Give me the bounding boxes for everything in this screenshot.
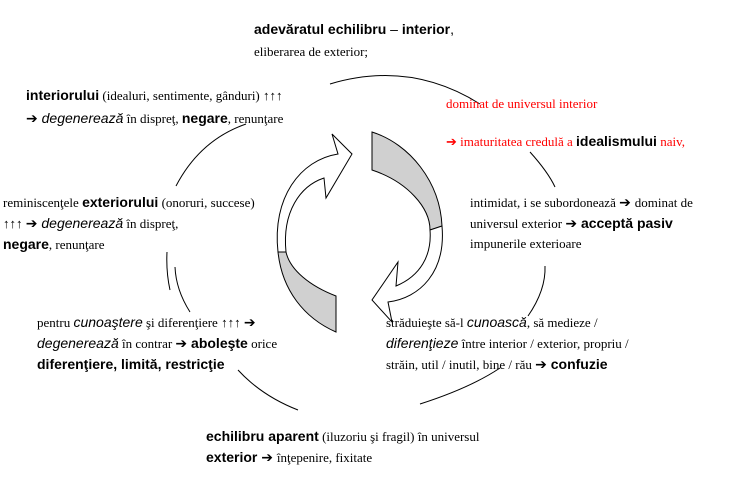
circle-arc-right <box>530 152 555 187</box>
negation-bold: negare <box>181 110 228 126</box>
apparent-balance-bold: echilibru aparent <box>206 428 319 444</box>
exterior-bold: exterior <box>206 449 258 465</box>
red-line-2: imaturitatea credulă a <box>460 134 577 149</box>
top-label <box>254 19 504 59</box>
br-text-4: străin, util / inutil, bine / rău <box>386 357 536 372</box>
abolishes-bold: aboleşte <box>191 335 248 351</box>
br-text-2: , să medieze / <box>526 315 598 330</box>
confusion-bold: confuzie <box>550 356 608 372</box>
interior-dominated-label <box>446 94 736 113</box>
interior-text-3: , renunţare <box>227 111 284 126</box>
left-mid-text-4: , renunţare <box>48 237 105 252</box>
degenerates-italic: degenerează <box>37 335 119 351</box>
interior-bold: interiorului <box>26 87 100 103</box>
arrow-icon: ➔ <box>175 335 192 351</box>
br-text-1: străduieşte să-l <box>386 315 467 330</box>
circle-arc-lower-right <box>528 266 545 316</box>
br-text-3: între interior / exterior, propriu / <box>458 336 629 351</box>
know-italic: cunoască <box>466 314 527 330</box>
arrow-icon: ➔ <box>257 449 277 465</box>
idealism-label <box>446 131 736 152</box>
left-mid-text-3: în dispreţ, <box>123 216 179 231</box>
knowledge-mediation-label <box>386 312 726 372</box>
arrow-icon: ➔ <box>25 215 42 231</box>
cycle-arrow-right-ribbon <box>372 226 442 322</box>
cycle-arrow-right-twist <box>372 132 442 230</box>
passive-accept-bold: acceptă pasiv <box>580 215 673 231</box>
arrow-icon: ➔ <box>619 194 635 210</box>
interior-degeneration-label <box>26 84 356 130</box>
idealism-bold: idealismului <box>576 133 657 149</box>
arrow-icon: ➔ <box>243 314 256 330</box>
right-mid-text-3: impunerile exterioare <box>470 236 582 251</box>
circle-arc-left <box>167 252 170 290</box>
differentiate-italic: diferenţieze <box>386 335 459 351</box>
left-mid-text-1: reminiscenţele <box>3 195 83 210</box>
interior-text: (idealuri, sentimente, gânduri) ↑↑↑ <box>99 88 283 103</box>
top-title-bold: adevăratul echilibru <box>254 21 387 37</box>
knowledge-italic: cunoaştere <box>73 314 143 330</box>
bl-text-4: orice <box>247 336 278 351</box>
arrow-icon: ➔ <box>535 356 551 372</box>
circle-arc-upper-left <box>176 124 246 186</box>
arrow-icon: ➔ <box>446 134 461 149</box>
cycle-arrow-left-ribbon <box>277 134 352 252</box>
cycle-arrow-left-icon <box>277 134 352 332</box>
degenerates-italic: degenerează <box>41 110 124 126</box>
knowledge-degeneration-label <box>37 312 337 372</box>
circle-arc-bottom-left <box>238 370 298 410</box>
differentiation-bold: diferenţiere, limită, restricţie <box>37 356 225 372</box>
negation-bold: negare <box>3 236 49 252</box>
top-subtitle: eliberarea de exterior; <box>254 43 369 59</box>
arrow-icon: ➔ <box>26 110 42 126</box>
circle-arc-lower-left <box>175 267 190 312</box>
top-title-dash: – <box>386 21 402 37</box>
top-title-comma: , <box>450 21 454 37</box>
bottom-text-2: înţepenire, fixitate <box>276 450 373 465</box>
cycle-arrow-right-icon <box>372 132 442 322</box>
right-mid-text-1: intimidat, i se subordonează <box>470 195 620 210</box>
top-title-bold2: interior <box>401 21 451 37</box>
bl-text-2: şi diferenţiere ↑↑↑ <box>142 315 244 330</box>
bl-text-3: în contrar <box>118 336 176 351</box>
interior-text-2: în dispreţ, <box>123 111 182 126</box>
degenerates-italic: degenerează <box>41 215 124 231</box>
arrow-icon: ➔ <box>565 215 581 231</box>
left-mid-text-2: (onoruri, succese) ↑↑↑ <box>3 195 255 231</box>
exterior-reminiscence-label <box>3 192 271 255</box>
right-mid-text-2: dominat de universul exterior <box>470 195 693 231</box>
red-line-1: dominat de universul interior <box>446 96 598 111</box>
exterior-bold: exteriorului <box>82 194 159 210</box>
red-line-3: naiv, <box>656 134 685 149</box>
apparent-balance-label <box>206 426 536 464</box>
exterior-dominated-label <box>470 192 736 251</box>
bottom-text-1: (iluzoriu şi fragil) în universul <box>318 429 480 444</box>
bl-text-1: pentru <box>37 315 74 330</box>
